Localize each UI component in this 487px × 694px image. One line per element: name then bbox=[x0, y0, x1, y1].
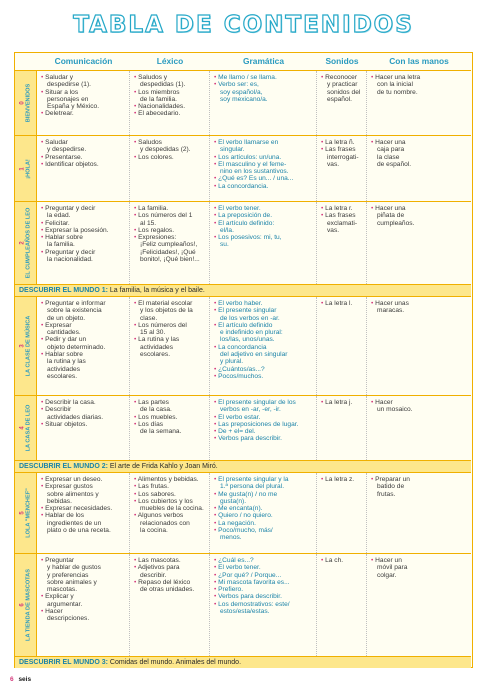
lexico-cell bbox=[130, 71, 210, 135]
list-item: • El verbo haber. bbox=[214, 300, 313, 307]
list-item: • Adjetivos para describir. bbox=[134, 564, 206, 579]
list-item: • Quiero / no quiero. bbox=[214, 512, 313, 519]
list-item: • Me gusta(n) / no me gusta(n). bbox=[214, 491, 313, 506]
bullet-list bbox=[371, 557, 468, 579]
list-item: • La preposición de. bbox=[214, 212, 313, 219]
list-item: • El masculino y el feme- nino en los sustantivos. bbox=[214, 161, 313, 176]
list-item: • De + el= del. bbox=[214, 428, 313, 435]
header-gramatica: Gramática bbox=[243, 56, 284, 66]
unit-number: 3 bbox=[19, 344, 26, 348]
unit-label-text bbox=[19, 159, 32, 179]
page-footer bbox=[10, 676, 31, 683]
unit-label-text bbox=[19, 569, 32, 641]
list-item: • La letra l. bbox=[321, 300, 363, 307]
list-item: • El artículo definido e indefinido en plural: los/las, unos/unas. bbox=[214, 322, 313, 344]
unit-number: 0 bbox=[19, 101, 26, 105]
list-item: • Saludar y despedirse (1). bbox=[41, 74, 126, 89]
list-item: • ¿Cuál es...? bbox=[214, 557, 313, 564]
bullet-list bbox=[214, 476, 313, 542]
bullet-list bbox=[134, 139, 206, 161]
bullet-list bbox=[134, 74, 206, 118]
lexico-cell bbox=[130, 202, 210, 284]
list-item: • Las mascotas. bbox=[134, 557, 206, 564]
list-item: • Pocos/muchos. bbox=[214, 373, 313, 380]
list-item: • Reconocer y practicar sonidos del español. bbox=[321, 74, 363, 103]
unit-label-text bbox=[19, 488, 32, 538]
unit-number: 1 bbox=[19, 166, 26, 171]
bullet-list bbox=[321, 300, 363, 307]
list-item: • Felicitar. bbox=[41, 220, 126, 227]
list-item: • Algunos verbos relacionados con la cocina. bbox=[134, 512, 206, 534]
list-item: • Preguntar y hablar de gustos y preferencias sobre animales y mascotas. bbox=[41, 557, 126, 593]
bullet-list bbox=[371, 205, 468, 227]
bullet-list bbox=[214, 74, 313, 103]
list-item: • Los cubiertos y los muebles de la cocina. bbox=[134, 498, 206, 513]
list-item: • Los colores. bbox=[134, 154, 206, 161]
lexico-cell bbox=[130, 396, 210, 460]
unit-label bbox=[15, 297, 37, 395]
list-item: • La ch. bbox=[321, 557, 363, 564]
bullet-list bbox=[321, 139, 363, 168]
unit-row bbox=[15, 70, 471, 135]
lexico-cell bbox=[130, 473, 210, 553]
list-item: • Saludar y despedirse. bbox=[41, 139, 126, 154]
list-item: • Hacer un móvil para colgar. bbox=[371, 557, 468, 579]
list-item: • El artículo definido: el/la. bbox=[214, 220, 313, 235]
header-con-las-manos: Con las manos bbox=[389, 56, 449, 66]
list-item: • Expresar necesidades. bbox=[41, 505, 126, 512]
page-title: TABLA DE CONTENIDOS bbox=[73, 12, 414, 38]
list-item: • Los números del 15 al 30. bbox=[134, 322, 206, 337]
bullet-list bbox=[214, 139, 313, 190]
comunicacion-cell bbox=[37, 473, 130, 553]
manos-cell bbox=[367, 71, 471, 135]
unit-label bbox=[15, 71, 37, 135]
header-comunicacion: Comunicación bbox=[54, 56, 113, 66]
band-text: Comidas del mundo. Animales del mundo. bbox=[109, 659, 242, 666]
list-item: • El verbo tener. bbox=[214, 564, 313, 571]
list-item: • Verbos para describir. bbox=[214, 593, 313, 600]
gramatica-cell bbox=[210, 71, 317, 135]
bullet-list bbox=[134, 300, 206, 358]
list-item: • ¿Cuántos/as...? bbox=[214, 366, 313, 373]
bullet-list bbox=[41, 139, 126, 168]
list-item: • La familia. bbox=[134, 205, 206, 212]
list-item: • Verbos para describir. bbox=[214, 435, 313, 442]
list-item: • Prefiero. bbox=[214, 586, 313, 593]
unit-name: LA CLASE DE MÚSICA bbox=[25, 315, 32, 377]
list-item: • Pedir y dar un objeto determinado. bbox=[41, 336, 126, 351]
unit-label bbox=[15, 554, 37, 656]
list-item: • Los sabores. bbox=[134, 491, 206, 498]
unit-number: 5 bbox=[19, 511, 26, 515]
list-item: • Las frases exclamati- vas. bbox=[321, 212, 363, 234]
list-item: • Las frases interrogati- vas. bbox=[321, 146, 363, 168]
list-item: • Preparar un batido de frutas. bbox=[371, 476, 468, 498]
unit-name: ¡HOLA! bbox=[25, 158, 32, 179]
list-item: • Los muebles. bbox=[134, 414, 206, 421]
unit-number: 2 bbox=[19, 241, 26, 245]
unit-label bbox=[15, 202, 37, 284]
list-item: • Los artículos: un/una. bbox=[214, 154, 313, 161]
unit-row bbox=[15, 553, 471, 656]
list-item: • El verbo estar. bbox=[214, 414, 313, 421]
list-item: • La letra j. bbox=[321, 399, 363, 406]
page-number-word: seis bbox=[18, 676, 32, 683]
list-item: • La letra ñ. bbox=[321, 139, 363, 146]
header-lexico: Léxico bbox=[156, 56, 184, 66]
sonidos-cell bbox=[317, 554, 367, 656]
sonidos-cell bbox=[317, 473, 367, 553]
bullet-list bbox=[214, 557, 313, 615]
band-label: DESCUBRIR EL MUNDO 1: bbox=[19, 287, 108, 294]
header-spacer bbox=[15, 53, 37, 70]
list-item: • Expresiones: ¡Feliz cumpleaños!, ¡Felicidades!, ¡Qué bonito!, ¡Qué bien!... bbox=[134, 234, 206, 263]
bullet-list bbox=[41, 300, 126, 380]
comunicacion-cell bbox=[37, 202, 130, 284]
lexico-cell bbox=[130, 136, 210, 201]
list-item: • El abecedario. bbox=[134, 110, 206, 117]
list-item: • El verbo tener. bbox=[214, 205, 313, 212]
list-item: • Hacer un mosaico. bbox=[371, 399, 468, 414]
descubrir-el-mundo-band bbox=[15, 284, 471, 296]
list-item: • Expresar gustos sobre alimentos y bebidas. bbox=[41, 483, 126, 505]
list-item: • Repaso del léxico de otras unidades. bbox=[134, 579, 206, 594]
list-item: • Expresar un deseo. bbox=[41, 476, 126, 483]
bullet-list bbox=[41, 74, 126, 118]
list-item: • Hacer una caja para la clase de español. bbox=[371, 139, 468, 168]
band-text: El arte de Frida Kahlo y Joan Miró. bbox=[109, 463, 218, 470]
manos-cell bbox=[367, 396, 471, 460]
list-item: • La concordancia. bbox=[214, 183, 313, 190]
list-item: • Hacer descripciones. bbox=[41, 608, 126, 623]
gramatica-cell bbox=[210, 202, 317, 284]
bullet-list bbox=[41, 557, 126, 623]
band-label: DESCUBRIR EL MUNDO 3: bbox=[19, 659, 108, 666]
list-item: • Describir actividades diarias. bbox=[41, 406, 126, 421]
list-item: • Presentarse. bbox=[41, 154, 126, 161]
gramatica-cell bbox=[210, 473, 317, 553]
unit-label-text bbox=[19, 208, 32, 279]
list-item: • Los demostrativos: este/ estos/esta/estas. bbox=[214, 601, 313, 616]
gramatica-cell bbox=[210, 297, 317, 395]
list-item: • Poco/mucho, más/ menos. bbox=[214, 527, 313, 542]
list-item: • Hacer una letra con la inicial de tu nombre. bbox=[371, 74, 468, 96]
unit-name: BIENVENIDOS bbox=[25, 83, 32, 123]
list-item: • Preguntar y decir la nacionalidad. bbox=[41, 249, 126, 264]
band-text: La familia, la música y el baile. bbox=[109, 287, 205, 294]
descubrir-el-mundo-band bbox=[15, 460, 471, 472]
list-item: • Hablar de los ingredientes de un plato o de una receta. bbox=[41, 512, 126, 534]
list-item: • El verbo llamarse en singular. bbox=[214, 139, 313, 154]
unit-name: LA TIENDA DE MASCOTAS bbox=[25, 569, 32, 641]
list-item: • Hablar sobre la rutina y las actividades escolares. bbox=[41, 351, 126, 380]
unit-label-text bbox=[19, 316, 32, 377]
list-item: • Deletrear. bbox=[41, 110, 126, 117]
list-item: • Los números del 1 al 15. bbox=[134, 212, 206, 227]
bullet-list bbox=[214, 399, 313, 443]
sonidos-cell bbox=[317, 202, 367, 284]
list-item: • El presente singular de los verbos en -ar. bbox=[214, 307, 313, 322]
bullet-list bbox=[214, 205, 313, 249]
list-item: • Preguntar e informar sobre la existencia de un objeto. bbox=[41, 300, 126, 322]
list-item: • Los miembros de la familia. bbox=[134, 89, 206, 104]
descubrir-el-mundo-band bbox=[15, 656, 471, 668]
comunicacion-cell bbox=[37, 554, 130, 656]
list-item: • Explicar y argumentar. bbox=[41, 593, 126, 608]
bullet-list bbox=[321, 557, 363, 564]
unit-name: EL CUMPLEAÑOS DE LEO bbox=[25, 207, 32, 279]
band-label: DESCUBRIR EL MUNDO 2: bbox=[19, 463, 108, 470]
comunicacion-cell bbox=[37, 136, 130, 201]
list-item: • Mi mascota favorita es... bbox=[214, 579, 313, 586]
manos-cell bbox=[367, 202, 471, 284]
list-item: • Verbo ser: es, soy español/a, soy mexicano/a. bbox=[214, 81, 313, 103]
table-header bbox=[15, 53, 471, 70]
bullet-list bbox=[134, 476, 206, 534]
list-item: • El material escolar y los objetos de la clase. bbox=[134, 300, 206, 322]
list-item: • Situar objetos. bbox=[41, 421, 126, 428]
unit-label bbox=[15, 396, 37, 460]
list-item: • Preguntar y decir la edad. bbox=[41, 205, 126, 220]
list-item: • Los posesivos: mi, tu, su. bbox=[214, 234, 313, 249]
list-item: • La letra z. bbox=[321, 476, 363, 483]
list-item: • Los días de la semana. bbox=[134, 421, 206, 436]
bullet-list bbox=[321, 476, 363, 483]
gramatica-cell bbox=[210, 396, 317, 460]
list-item: • Expresar la posesión. bbox=[41, 227, 126, 234]
unit-row bbox=[15, 296, 471, 395]
sonidos-cell bbox=[317, 297, 367, 395]
list-item: • Expresar cantidades. bbox=[41, 322, 126, 337]
unit-name: LOLA "MENCHEF" bbox=[25, 488, 32, 538]
bullet-list bbox=[321, 399, 363, 406]
unit-row bbox=[15, 135, 471, 201]
list-item: • La negación. bbox=[214, 520, 313, 527]
contents-table bbox=[14, 52, 473, 668]
manos-cell bbox=[367, 554, 471, 656]
gramatica-cell bbox=[210, 554, 317, 656]
unit-row bbox=[15, 472, 471, 553]
list-item: • La concordancia del adjetivo en singular y plural. bbox=[214, 344, 313, 366]
list-item: • Las partes de la casa. bbox=[134, 399, 206, 414]
bullet-list bbox=[321, 74, 363, 103]
bullet-list bbox=[134, 205, 206, 263]
unit-name: LA CASA DE LEO bbox=[25, 404, 32, 452]
comunicacion-cell bbox=[37, 396, 130, 460]
manos-cell bbox=[367, 136, 471, 201]
sonidos-cell bbox=[317, 136, 367, 201]
list-item: • Identificar objetos. bbox=[41, 161, 126, 168]
list-item: • Saludos y despedidas (1). bbox=[134, 74, 206, 89]
list-item: • Los regalos. bbox=[134, 227, 206, 234]
list-item: • Nacionalidades. bbox=[134, 103, 206, 110]
page-number: 6 bbox=[10, 676, 14, 683]
bullet-list bbox=[371, 139, 468, 168]
list-item: • Situar a los personajes en España y México. bbox=[41, 89, 126, 111]
bullet-list bbox=[134, 557, 206, 593]
list-item: • Las preposiciones de lugar. bbox=[214, 421, 313, 428]
list-item: • Saludos y despedidas (2). bbox=[134, 139, 206, 154]
list-item: • Alimentos y bebidas. bbox=[134, 476, 206, 483]
unit-label-text bbox=[19, 84, 32, 123]
comunicacion-cell bbox=[37, 71, 130, 135]
unit-number: 4 bbox=[19, 426, 26, 430]
bullet-list bbox=[371, 300, 468, 315]
header-sonidos: Sonidos bbox=[325, 56, 359, 66]
bullet-list bbox=[371, 476, 468, 498]
sonidos-cell bbox=[317, 396, 367, 460]
bullet-list bbox=[134, 399, 206, 435]
list-item: • El presente singular de los verbos en -ar, -er, -ir. bbox=[214, 399, 313, 414]
lexico-cell bbox=[130, 297, 210, 395]
comunicacion-cell bbox=[37, 297, 130, 395]
bullet-list bbox=[371, 74, 468, 96]
list-item: • La rutina y las actividades escolares. bbox=[134, 336, 206, 358]
list-item: • Describir la casa. bbox=[41, 399, 126, 406]
list-item: • La letra r. bbox=[321, 205, 363, 212]
lexico-cell bbox=[130, 554, 210, 656]
list-item: • ¿Por qué? / Porque... bbox=[214, 572, 313, 579]
list-item: • Las frutas. bbox=[134, 483, 206, 490]
list-item: • Me llamo / se llama. bbox=[214, 74, 313, 81]
manos-cell bbox=[367, 297, 471, 395]
manos-cell bbox=[367, 473, 471, 553]
bullet-list bbox=[41, 476, 126, 534]
unit-number: 6 bbox=[19, 603, 26, 607]
bullet-list bbox=[41, 399, 126, 428]
list-item: • Hacer una piñata de cumpleaños. bbox=[371, 205, 468, 227]
bullet-list bbox=[214, 300, 313, 380]
unit-row bbox=[15, 201, 471, 284]
list-item: • Hacer unas maracas. bbox=[371, 300, 468, 315]
unit-label-text bbox=[19, 405, 32, 452]
list-item: • ¿Qué es? Es un... / una... bbox=[214, 175, 313, 182]
unit-label bbox=[15, 136, 37, 201]
unit-label bbox=[15, 473, 37, 553]
list-item: • Me encanta(n). bbox=[214, 505, 313, 512]
unit-row bbox=[15, 395, 471, 460]
bullet-list bbox=[371, 399, 468, 414]
sonidos-cell bbox=[317, 71, 367, 135]
gramatica-cell bbox=[210, 136, 317, 201]
list-item: • Hablar sobre la familia. bbox=[41, 234, 126, 249]
bullet-list bbox=[41, 205, 126, 263]
bullet-list bbox=[321, 205, 363, 234]
list-item: • El presente singular y la 1.ª persona del plural. bbox=[214, 476, 313, 491]
